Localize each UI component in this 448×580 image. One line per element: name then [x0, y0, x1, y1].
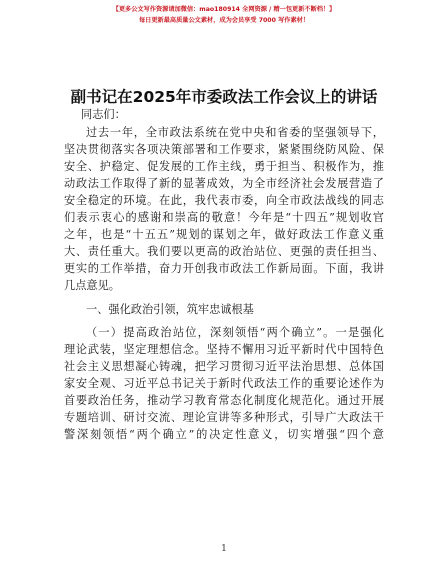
document-title: 副书记在2025年市委政法工作会议上的讲话 [70, 88, 378, 106]
page-number: 1 [221, 544, 227, 554]
body-line: 们表示衷心的感谢和崇高的敬意！今年是“十四五”规划收官 [64, 211, 384, 224]
body-line: 警深刻领悟“两个确立”的决定性意义，切实增强“四个意 [64, 428, 384, 441]
body-line: 专题培训、研讨交流、理论宣讲等多种形式，引导广大政法干 [64, 411, 384, 424]
body-line: 几点意见。 [64, 279, 120, 292]
promo-banner-line-1: 【更多公文写作资源请加微信：mao180914 全网资源 / 精一包更新不断档！】 [112, 6, 336, 13]
body-line: 社会主义思想凝心铸魂，把学习贯彻习近平法治思想、总体国 [64, 360, 384, 373]
body-line: 大、责任重大。我们要以更高的政治站位、更强的责任担当、 [64, 245, 384, 258]
body-line: 坚决贯彻落实各项决策部署和工作要求，紧紧围绕防风险、保 [64, 143, 384, 156]
body-line: 更实的工作举措，奋力开创我市政法工作新局面。下面，我讲 [64, 262, 384, 275]
body-line: 家安全观、习近平总书记关于新时代政法工作的重要论述作为 [64, 377, 384, 390]
body-line: 安全、护稳定、促发展的工作主线，勇于担当、积极作为，推 [64, 160, 384, 173]
body-line: 之年，也是“十五五”规划的谋划之年，做好政法工作意义重 [64, 228, 384, 241]
body-line: 动政法工作取得了新的显著成效，为全市经济社会发展营造了 [64, 177, 384, 190]
section-heading: 一、强化政治引领，筑牢忠诚根基 [86, 303, 254, 316]
body-line: 理论武装，坚定理想信念。坚持不懈用习近平新时代中国特色 [64, 343, 384, 356]
body-line: 首要政治任务，推动学习教育常态化制度化规范化。通过开展 [64, 394, 384, 407]
body-line: 安全稳定的环境。在此，我代表市委，向全市政法战线的同志 [64, 194, 384, 207]
subsection-heading: （一）提高政治站位，深刻领悟“两个确立”。一是强化 [86, 326, 384, 339]
promo-banner [0, 4, 448, 26]
body-line: 过去一年，全市政法系统在党中央和省委的坚强领导下， [86, 126, 384, 139]
promo-banner-line-2: 每日更新最高质量公文素材，成为会员享受 7000 写作素材！ [138, 17, 310, 24]
salutation: 同志们： [81, 108, 126, 121]
